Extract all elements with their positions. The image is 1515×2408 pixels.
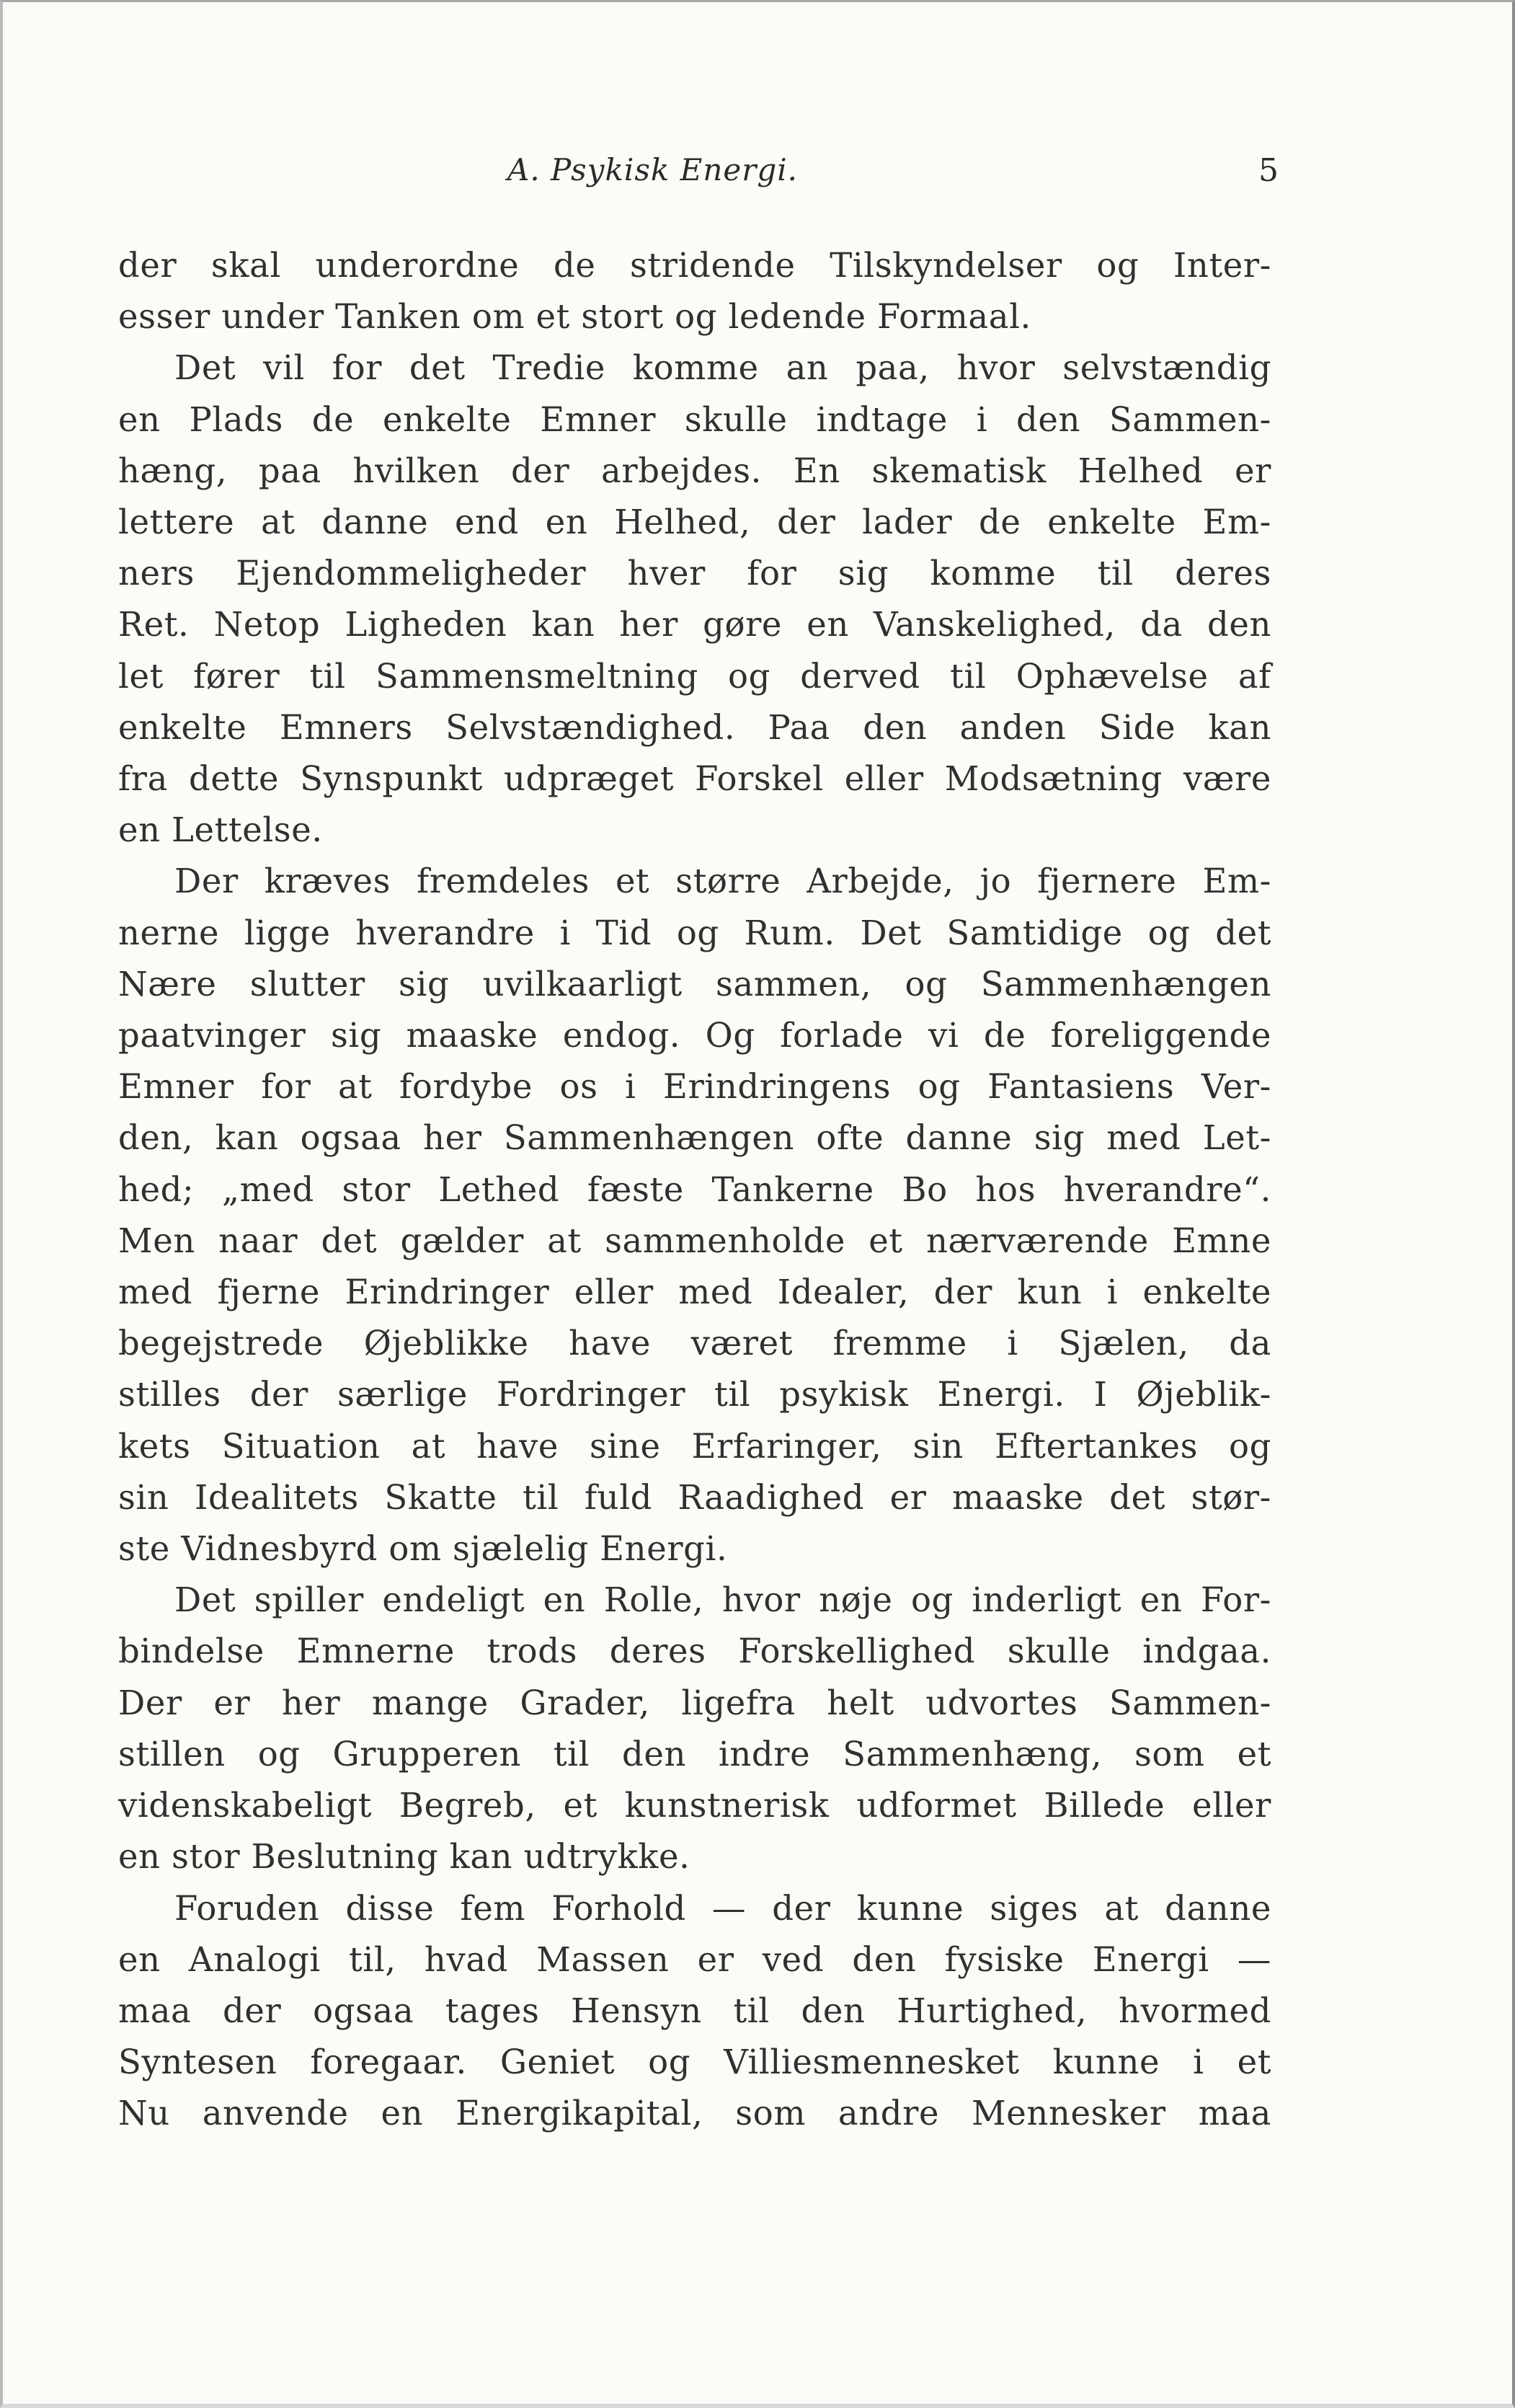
text-line: videnskabeligt Begreb, et kunstnerisk udformet Billede eller xyxy=(118,1786,1271,1825)
text-line: begejstrede Øjeblikke have været fremme i Sjælen, da xyxy=(118,1324,1271,1363)
text-line: Syntesen foregaar. Geniet og Villiesmennesket kunne i et xyxy=(118,2042,1271,2082)
text-line: Det vil for det Tredie komme an paa, hvor selvstændig xyxy=(174,348,1271,388)
text-line: kets Situation at have sine Erfaringer, sin Eftertankes og xyxy=(118,1426,1271,1466)
paragraph xyxy=(118,856,1271,1575)
text-line: stillen og Grupperen til den indre Sammenhæng, som et xyxy=(118,1734,1271,1774)
text-line: der skal underordne de stridende Tilskyndelser og Inter- xyxy=(118,246,1271,285)
text-line: hed; „med stor Lethed fæste Tankerne Bo hos hverandre“. xyxy=(118,1169,1271,1209)
text-line: paatvinger sig maaske endog. Og forlade vi de foreliggende xyxy=(118,1016,1271,1055)
text-line: ste Vidnesbyrd om sjælelig Energi. xyxy=(118,1529,728,1569)
text-line: ners Ejendommeligheder hver for sig komme til deres xyxy=(118,554,1271,593)
page-number: 5 xyxy=(1258,152,1279,189)
text-line: den, kan ogsaa her Sammenhængen ofte danne sig med Let- xyxy=(118,1118,1271,1158)
running-head: A. Psykisk Energi. xyxy=(507,152,798,187)
text-line: nerne ligge hverandre i Tid og Rum. Det Samtidige og det xyxy=(118,913,1271,952)
text-line: lettere at danne end en Helhed, der lader de enkelte Em- xyxy=(118,503,1271,542)
text-line: en Analogi til, hvad Massen er ved den fysiske Energi — xyxy=(118,1939,1271,1979)
text-line: med fjerne Erindringer eller med Idealer, der kun i enkelte xyxy=(118,1272,1271,1312)
text-line: esser under Tanken om et stort og ledende Formaal. xyxy=(118,297,1031,337)
paragraph xyxy=(118,240,1271,342)
text-line: Foruden disse fem Forhold — der kunne siges at danne xyxy=(174,1888,1271,1928)
text-line: Der er her mange Grader, ligefra helt udvortes Sammen- xyxy=(118,1683,1271,1722)
page-header xyxy=(118,152,1279,203)
text-line: bindelse Emnerne trods deres Forskellighed skulle indgaa. xyxy=(118,1632,1271,1671)
text-line: en stor Beslutning kan udtrykke. xyxy=(118,1837,690,1877)
text-line: en Plads de enkelte Emner skulle indtage i den Sammen- xyxy=(118,399,1271,439)
text-line: Nu anvende en Energikapital, som andre Mennesker maa xyxy=(118,2094,1271,2133)
text-line: Emner for at fordybe os i Erindringens og Fantasiens Ver- xyxy=(118,1067,1271,1107)
text-line: Der kræves fremdeles et større Arbejde, jo fjernere Em- xyxy=(174,862,1271,901)
text-line: Nære slutter sig uvilkaarligt sammen, og Sammenhængen xyxy=(118,964,1271,1004)
text-line: maa der ogsaa tages Hensyn til den Hurtighed, hvormed xyxy=(118,1991,1271,2030)
paragraph xyxy=(118,1575,1271,1882)
text-line: enkelte Emners Selvstændighed. Paa den anden Side kan xyxy=(118,707,1271,747)
text-line: sin Idealitets Skatte til fuld Raadighed er maaske det stør- xyxy=(118,1477,1271,1517)
text-line: hæng, paa hvilken der arbejdes. En skematisk Helhed er xyxy=(118,451,1271,490)
text-line: fra dette Synspunkt udpræget Forskel eller Modsætning være xyxy=(118,759,1271,799)
text-line: let fører til Sammensmeltning og derved til Ophævelse af xyxy=(118,656,1271,696)
text-line: Ret. Netop Ligheden kan her gøre en Vanskelighed, da den xyxy=(118,605,1271,645)
paragraph xyxy=(118,342,1271,856)
text-line: Men naar det gælder at sammenholde et nærværende Emne xyxy=(118,1221,1271,1260)
text-line: Det spiller endeligt en Rolle, hvor nøje og inderligt en For- xyxy=(174,1580,1271,1620)
body-text xyxy=(118,240,1271,2140)
text-line: en Lettelse. xyxy=(118,810,323,850)
paragraph xyxy=(118,1883,1271,2140)
text-line: stilles der særlige Fordringer til psykisk Energi. I Øjeblik- xyxy=(118,1375,1271,1415)
